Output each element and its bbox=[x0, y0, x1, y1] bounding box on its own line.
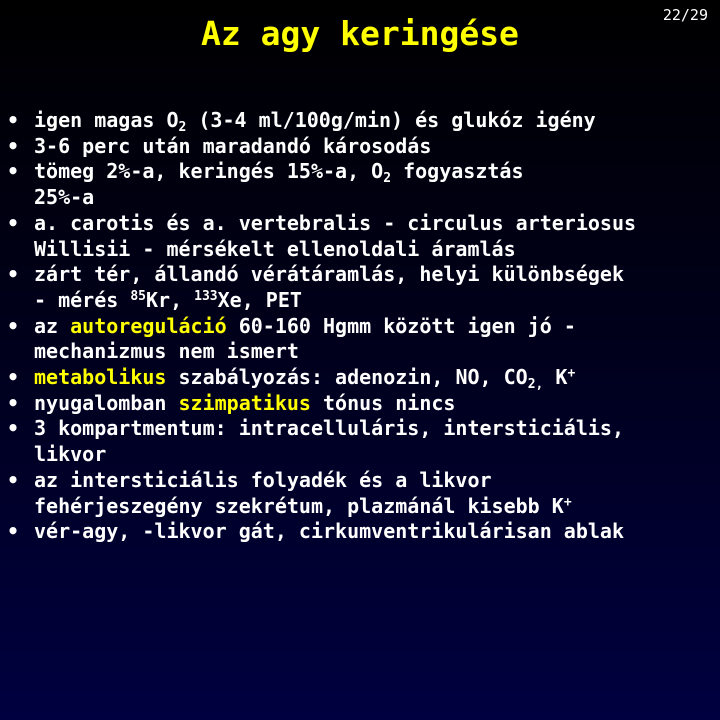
page-number: 22/29 bbox=[662, 6, 708, 24]
bullet-icon: • bbox=[7, 467, 20, 492]
bullet-icon: • bbox=[7, 365, 20, 390]
bullet-icon: • bbox=[7, 133, 20, 158]
bullet-icon: • bbox=[7, 519, 20, 544]
list-item: • 3 kompartmentum: intracelluláris, intersticiális, likvor bbox=[7, 416, 625, 467]
bullet-icon: • bbox=[7, 313, 20, 338]
list-item: • vér-agy, -likvor gát, cirkumventrikulárisan ablak bbox=[7, 519, 625, 544]
bullet-icon: • bbox=[7, 210, 20, 235]
bullet-icon: • bbox=[7, 108, 20, 132]
slide-title: Az agy keringése bbox=[201, 14, 519, 53]
bullet-icon: • bbox=[7, 390, 20, 415]
list-item: • metabolikus szabályozás: adenozin, NO, $CO_{2,}$ K+ bbox=[7, 365, 576, 393]
list-item: • zárt tér, állandó vérátáramlás, helyi különbségek - mérés $^{85}$Kr, $^{133}$Xe, PET bbox=[7, 262, 625, 312]
list-item: • tömeg 2%-a, keringés 15%-a, $O_2$ fogyasztás 25%-a bbox=[7, 159, 524, 210]
bullet-icon: • bbox=[7, 159, 20, 184]
highlight-term: metabolikus bbox=[34, 365, 167, 390]
list-item: • az intersticiális folyadék és a likvor fehérjeszegény szekrétum, plazmánál kisebb K+ bbox=[7, 467, 572, 518]
bullet-icon: • bbox=[7, 416, 20, 441]
list-item: • az autoreguláció 60-160 Hgmm között igen jó - mechanizmus nem ismert bbox=[7, 313, 576, 364]
list-item: • igen magas $O_2$ (3-4 ml/100g/min) és glukóz igény bbox=[7, 108, 596, 135]
list-item: • a. carotis és a. vertebralis - circulus arteriosus Willisii - mérsékelt ellenoldali áramlás bbox=[7, 210, 637, 261]
bullet-list bbox=[0, 108, 720, 545]
list-item: • nyugalomban szimpatikus tónus nincs bbox=[7, 390, 456, 415]
highlight-term: autoreguláció bbox=[70, 313, 227, 338]
highlight-term: szimpatikus bbox=[178, 390, 311, 415]
list-item: • 3-6 perc után maradandó károsodás bbox=[7, 133, 432, 158]
bullet-icon: • bbox=[7, 262, 20, 287]
